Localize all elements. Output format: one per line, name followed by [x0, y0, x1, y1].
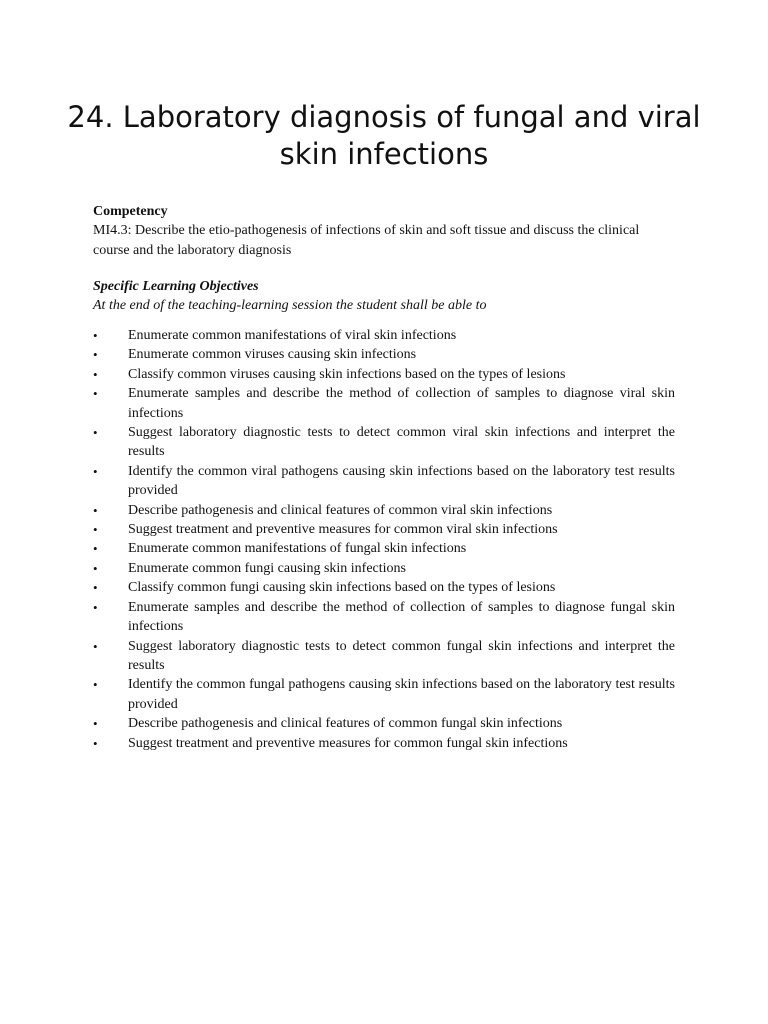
- bullet-icon: •: [93, 522, 98, 538]
- bullet-icon: •: [93, 541, 98, 557]
- list-item: [93, 714, 675, 733]
- list-item-text: Enumerate common viruses causing skin infections: [128, 347, 417, 363]
- objectives-section: [93, 277, 675, 316]
- list-item-text: Suggest laboratory diagnostic tests to detect common fungal skin infections and interpret the results: [128, 638, 675, 673]
- list-item-text: Identify the common fungal pathogens causing skin infections based on the laboratory test results provided: [128, 677, 675, 712]
- list-item-text: Enumerate common manifestations of viral skin infections: [128, 328, 457, 343]
- list-item-text: Suggest treatment and preventive measures for common viral skin infections: [128, 522, 558, 538]
- bullet-icon: •: [93, 560, 98, 576]
- list-item: [93, 326, 675, 345]
- competency-text: MI4.3: Describe the etio-pathogenesis of infections of skin and soft tissue and discuss the clinical course and the laboratory diagnosis: [93, 223, 640, 258]
- list-item-text: Classify common fungi causing skin infections based on the types of lesions: [128, 580, 556, 596]
- list-item-text: Enumerate samples and describe the method of collection of samples to diagnose viral skin infections: [128, 386, 675, 421]
- list-item-text: Suggest treatment and preventive measures for common fungal skin infections: [128, 735, 568, 751]
- competency-section: [93, 202, 675, 260]
- page-title: 24. Laboratory diagnosis of fungal and viral skin infections: [67, 100, 701, 171]
- list-item: [93, 365, 675, 384]
- bullet-icon: •: [93, 425, 98, 441]
- bullet-icon: •: [93, 366, 98, 382]
- bullet-icon: •: [93, 502, 98, 518]
- list-item: [93, 423, 675, 462]
- list-item-text: Enumerate samples and describe the method of collection of samples to diagnose fungal skin infections: [128, 599, 675, 635]
- list-item: [93, 578, 675, 597]
- bullet-icon: •: [93, 638, 98, 654]
- list-item: [93, 539, 675, 558]
- list-item-text: Enumerate common manifestations of fungal skin infections: [128, 541, 467, 557]
- list-item: [93, 384, 675, 423]
- bullet-icon: •: [93, 580, 98, 596]
- bullet-icon: •: [93, 386, 98, 402]
- bullet-icon: •: [93, 735, 98, 751]
- bullet-icon: •: [93, 599, 98, 615]
- list-item-text: Describe pathogenesis and clinical features of common fungal skin infections: [128, 716, 563, 732]
- list-item: [93, 598, 675, 637]
- list-item-text: Classify common viruses causing skin infections based on the types of lesions: [128, 366, 566, 382]
- objectives-list: [93, 326, 675, 753]
- bullet-icon: •: [93, 463, 98, 479]
- list-item: [93, 501, 675, 520]
- bullet-icon: •: [93, 677, 98, 693]
- list-item: [93, 520, 675, 539]
- list-item-text: Identify the common viral pathogens causing skin infections based on the laboratory test results provided: [128, 463, 675, 499]
- list-item-text: Suggest laboratory diagnostic tests to detect common viral skin infections and interpret the results: [128, 425, 675, 460]
- list-item: [93, 345, 675, 364]
- list-item-text: Describe pathogenesis and clinical features of common viral skin infections: [128, 502, 553, 518]
- objectives-heading: Specific Learning Objectives: [93, 279, 259, 294]
- list-item-text: Enumerate common fungi causing skin infections: [128, 560, 406, 576]
- list-item: [93, 637, 675, 676]
- objectives-intro: At the end of the teaching-learning session the student shall be able to: [93, 298, 487, 314]
- competency-heading: Competency: [93, 204, 168, 219]
- list-item: [93, 462, 675, 501]
- list-item: [93, 675, 675, 714]
- bullet-icon: •: [93, 328, 98, 343]
- list-item: [93, 734, 675, 753]
- bullet-icon: •: [93, 716, 98, 732]
- bullet-icon: •: [93, 347, 98, 363]
- list-item: [93, 559, 675, 578]
